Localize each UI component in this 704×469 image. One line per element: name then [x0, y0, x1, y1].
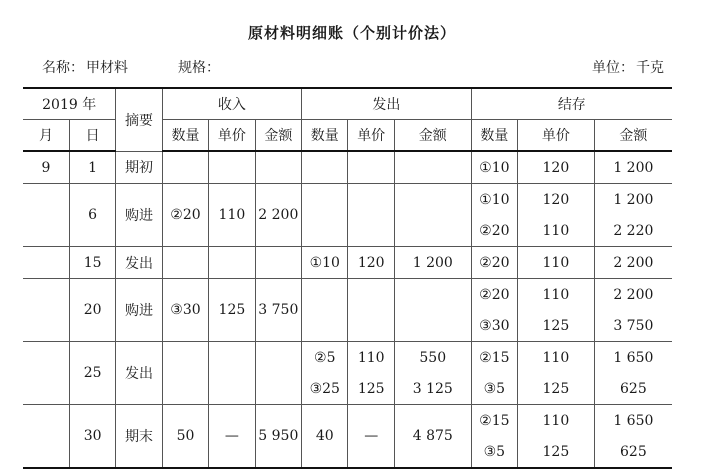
cell-out-qty-line: ①10 — [309, 254, 340, 271]
ledger-title: 原材料明细账（个别计价法） — [247, 24, 456, 42]
cell-out-price — [348, 279, 394, 342]
cell-bal-amount — [594, 247, 672, 279]
cell-day: 30 — [69, 405, 115, 469]
cell-bal-price-line: 110 — [542, 349, 570, 366]
cell-out-price-line: 120 — [357, 254, 385, 271]
cell-bal-qty — [471, 184, 517, 247]
cell-out-amount — [394, 184, 471, 247]
cell-out-price — [348, 342, 394, 405]
header-year: 2019 年 — [23, 88, 116, 120]
header-day: 日 — [69, 120, 115, 152]
cell-out-qty — [302, 247, 348, 279]
cell-in-price — [209, 247, 255, 279]
cell-bal-price-line: 125 — [542, 317, 570, 334]
header-in-qty: 数量 — [162, 120, 208, 152]
cell-bal-amount-line: 3 750 — [613, 317, 654, 334]
cell-out-price — [348, 184, 394, 247]
cell-bal-qty-line: ①10 — [479, 191, 510, 208]
cell-in-qty — [162, 247, 208, 279]
cell-month: 9 — [23, 151, 69, 184]
cell-bal-amount — [594, 342, 672, 405]
cell-bal-price-line: 120 — [542, 191, 570, 208]
cell-in-price: 110 — [209, 184, 255, 247]
header-month: 月 — [23, 120, 69, 152]
spec-label: 规格： — [178, 60, 220, 76]
header-bal-amount: 金额 — [594, 120, 672, 152]
cell-bal-amount — [594, 151, 672, 184]
cell-out-price — [348, 247, 394, 279]
cell-day: 20 — [69, 279, 115, 342]
table-row — [23, 405, 672, 469]
ledger-table — [23, 87, 672, 469]
cell-bal-amount — [594, 279, 672, 342]
cell-bal-amount-line: 1 650 — [613, 349, 654, 366]
cell-in-price — [209, 151, 255, 184]
cell-bal-price-line: 110 — [542, 286, 570, 303]
cell-bal-amount — [594, 405, 672, 469]
cell-out-qty — [302, 405, 348, 469]
cell-out-amount-line: 3 125 — [412, 380, 453, 397]
cell-bal-price — [518, 184, 595, 247]
cell-bal-amount-line: 1 200 — [613, 159, 654, 176]
cell-bal-qty — [471, 151, 517, 184]
cell-day: 6 — [69, 184, 115, 247]
cell-bal-qty-line: ②15 — [479, 412, 510, 429]
cell-bal-qty-line: ③30 — [479, 317, 510, 334]
cell-out-amount — [394, 151, 471, 184]
cell-bal-price-line: 110 — [542, 254, 570, 271]
cell-month — [23, 184, 69, 247]
cell-out-qty — [302, 279, 348, 342]
cell-bal-qty — [471, 342, 517, 405]
cell-bal-amount-line: 2 200 — [613, 254, 654, 271]
cell-month — [23, 342, 69, 405]
cell-out-price-line: 125 — [357, 380, 385, 397]
cell-bal-qty-line: ③5 — [483, 443, 506, 460]
cell-in-qty — [162, 342, 208, 405]
header-summary: 摘要 — [116, 88, 162, 151]
cell-bal-price — [518, 279, 595, 342]
cell-bal-price — [518, 405, 595, 469]
header-bal-price: 单价 — [518, 120, 595, 152]
cell-bal-amount-line: 1 200 — [613, 191, 654, 208]
cell-out-amount — [394, 342, 471, 405]
cell-out-price-line: — — [364, 428, 379, 444]
cell-out-qty — [302, 151, 348, 184]
cell-summary: 购进 — [116, 184, 162, 247]
table-row — [23, 184, 672, 247]
cell-in-amount — [255, 342, 301, 405]
cell-in-price — [209, 342, 255, 405]
cell-summary: 购进 — [116, 279, 162, 342]
cell-in-qty: 50 — [162, 405, 208, 469]
cell-day: 15 — [69, 247, 115, 279]
header-out-qty: 数量 — [302, 120, 348, 152]
name-label: 名称： — [42, 60, 84, 76]
cell-bal-amount — [594, 184, 672, 247]
name-value: 甲材料 — [86, 60, 128, 76]
header-out-price: 单价 — [348, 120, 394, 152]
cell-bal-price-line: 110 — [542, 412, 570, 429]
cell-in-qty — [162, 151, 208, 184]
cell-bal-qty-line: ③5 — [483, 380, 506, 397]
cell-summary: 发出 — [116, 247, 162, 279]
cell-out-qty-line: ②5 — [314, 349, 336, 366]
cell-out-amount — [394, 247, 471, 279]
cell-out-price — [348, 405, 394, 469]
cell-bal-amount-line: 1 650 — [613, 412, 654, 429]
cell-out-amount — [394, 279, 471, 342]
material-spec — [178, 57, 222, 77]
cell-bal-price — [518, 342, 595, 405]
cell-bal-price-line: 120 — [542, 159, 570, 176]
cell-bal-qty-line: ②20 — [479, 254, 510, 271]
cell-bal-amount-line: 2 220 — [613, 222, 654, 239]
cell-month — [23, 279, 69, 342]
header-out-amount: 金额 — [394, 120, 471, 152]
cell-bal-price — [518, 151, 595, 184]
table-row — [23, 151, 672, 184]
table-row — [23, 342, 672, 405]
cell-bal-qty-line: ②15 — [479, 349, 510, 366]
cell-bal-qty-line: ①10 — [479, 159, 510, 176]
cell-bal-amount-line: 2 200 — [613, 286, 654, 303]
header-in-amount: 金额 — [255, 120, 301, 152]
cell-bal-price-line: 110 — [542, 222, 570, 239]
header-issues: 发出 — [302, 88, 472, 120]
cell-bal-qty — [471, 279, 517, 342]
cell-in-amount: 3 750 — [255, 279, 301, 342]
cell-out-amount — [394, 405, 471, 469]
unit-value: 千克 — [636, 60, 664, 76]
cell-bal-qty — [471, 405, 517, 469]
cell-in-amount: 5 950 — [255, 405, 301, 469]
cell-in-amount: 2 200 — [255, 184, 301, 247]
cell-bal-qty-line: ②20 — [479, 286, 510, 303]
cell-out-price — [348, 151, 394, 184]
cell-day: 1 — [69, 151, 115, 184]
table-row — [23, 279, 672, 342]
cell-in-price: 125 — [209, 279, 255, 342]
cell-in-qty: ③30 — [162, 279, 208, 342]
unit-label: 单位： — [592, 60, 634, 76]
cell-out-amount-line: 4 875 — [412, 428, 453, 444]
cell-in-amount — [255, 151, 301, 184]
cell-in-amount — [255, 247, 301, 279]
material-unit — [592, 57, 664, 77]
cell-bal-qty-line: ②20 — [479, 222, 510, 239]
material-name — [42, 57, 128, 77]
cell-bal-amount-line: 625 — [620, 443, 647, 460]
cell-summary: 期末 — [116, 405, 162, 469]
header-balance: 结存 — [471, 88, 672, 120]
cell-month — [23, 247, 69, 279]
cell-bal-price-line: 125 — [542, 380, 570, 397]
cell-summary: 期初 — [116, 151, 162, 184]
cell-in-price: — — [209, 405, 255, 469]
cell-bal-amount-line: 625 — [620, 380, 647, 397]
ledger-body — [23, 151, 672, 468]
cell-day: 25 — [69, 342, 115, 405]
cell-out-qty-line: 40 — [315, 428, 334, 444]
cell-out-qty — [302, 184, 348, 247]
cell-out-amount-line: 550 — [419, 349, 447, 366]
cell-in-qty: ②20 — [162, 184, 208, 247]
cell-out-price-line: 110 — [357, 349, 385, 366]
cell-bal-qty — [471, 247, 517, 279]
cell-out-qty-line: ③25 — [309, 380, 340, 397]
cell-month — [23, 405, 69, 469]
cell-out-amount-line: 1 200 — [412, 254, 453, 271]
header-in-price: 单价 — [209, 120, 255, 152]
header-receipts: 收入 — [162, 88, 301, 120]
header-bal-qty: 数量 — [471, 120, 517, 152]
cell-out-qty — [302, 342, 348, 405]
cell-summary: 发出 — [116, 342, 162, 405]
cell-bal-price — [518, 247, 595, 279]
table-row — [23, 247, 672, 279]
cell-bal-price-line: 125 — [542, 443, 570, 460]
